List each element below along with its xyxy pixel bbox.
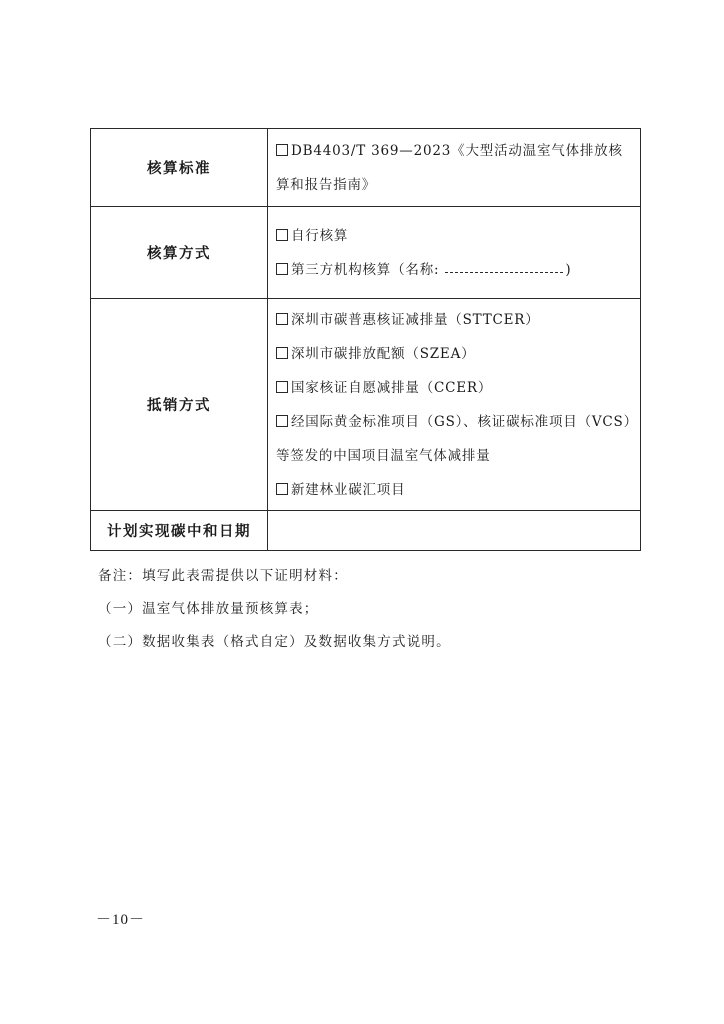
option-third-party-accounting[interactable]	[276, 253, 636, 287]
option-sttcer[interactable]	[276, 303, 636, 337]
option-standard-db4403[interactable]	[276, 134, 636, 202]
row-label-offset-method: 抵销方式	[91, 299, 268, 511]
accounting-method-options	[268, 207, 641, 299]
checkbox-icon[interactable]	[276, 313, 288, 325]
row-label-accounting-standard: 核算标准	[91, 129, 268, 207]
option-self-accounting[interactable]	[276, 219, 636, 253]
checkbox-icon[interactable]	[276, 144, 288, 156]
application-form-table	[90, 128, 641, 551]
option-label: 第三方机构核算（名称:	[291, 261, 440, 278]
checkbox-icon[interactable]	[276, 381, 288, 393]
option-label: 自行核算	[291, 227, 349, 244]
table-row	[91, 129, 641, 207]
neutrality-date-field[interactable]	[268, 511, 641, 551]
table-row	[91, 299, 641, 511]
accounting-standard-options	[268, 129, 641, 207]
note-item: （一）温室气体排放量预核算表；	[98, 601, 319, 617]
notes-section	[98, 560, 451, 659]
row-label-neutrality-date: 计划实现碳中和日期	[91, 511, 268, 551]
option-label: DB4403/T 369—2023《大型活动温室气体排放核算和报告指南》	[276, 142, 623, 193]
option-label: 国家核证自愿减排量（CCER）	[291, 379, 493, 396]
option-label: 深圳市碳排放配额（SZEA）	[291, 345, 476, 362]
offset-method-options	[268, 299, 641, 511]
option-label: 新建林业碳汇项目	[291, 481, 406, 498]
third-party-name-field[interactable]	[445, 262, 563, 273]
checkbox-icon[interactable]	[276, 347, 288, 359]
option-ccer[interactable]	[276, 371, 636, 405]
closing-paren: )	[565, 261, 572, 278]
note-item: （二）数据收集表（格式自定）及数据收集方式说明。	[98, 634, 451, 650]
checkbox-icon[interactable]	[276, 415, 288, 427]
table-row	[91, 207, 641, 299]
option-label: 经国际黄金标准项目（GS）、核证碳标准项目（VCS）等签发的中国项目温室气体减排量	[276, 413, 632, 464]
table-row	[91, 511, 641, 551]
option-forestry-carbon-sink[interactable]	[276, 473, 636, 507]
checkbox-icon[interactable]	[276, 229, 288, 241]
row-label-accounting-method: 核算方式	[91, 207, 268, 299]
checkbox-icon[interactable]	[276, 483, 288, 495]
option-gs-vcs[interactable]	[276, 405, 636, 473]
checkbox-icon[interactable]	[276, 263, 288, 275]
option-szea[interactable]	[276, 337, 636, 371]
notes-heading: 备注：填写此表需提供以下证明材料：	[98, 568, 348, 584]
option-label: 深圳市碳普惠核证减排量（STTCER）	[291, 311, 540, 328]
page-number: －10－	[96, 912, 146, 928]
